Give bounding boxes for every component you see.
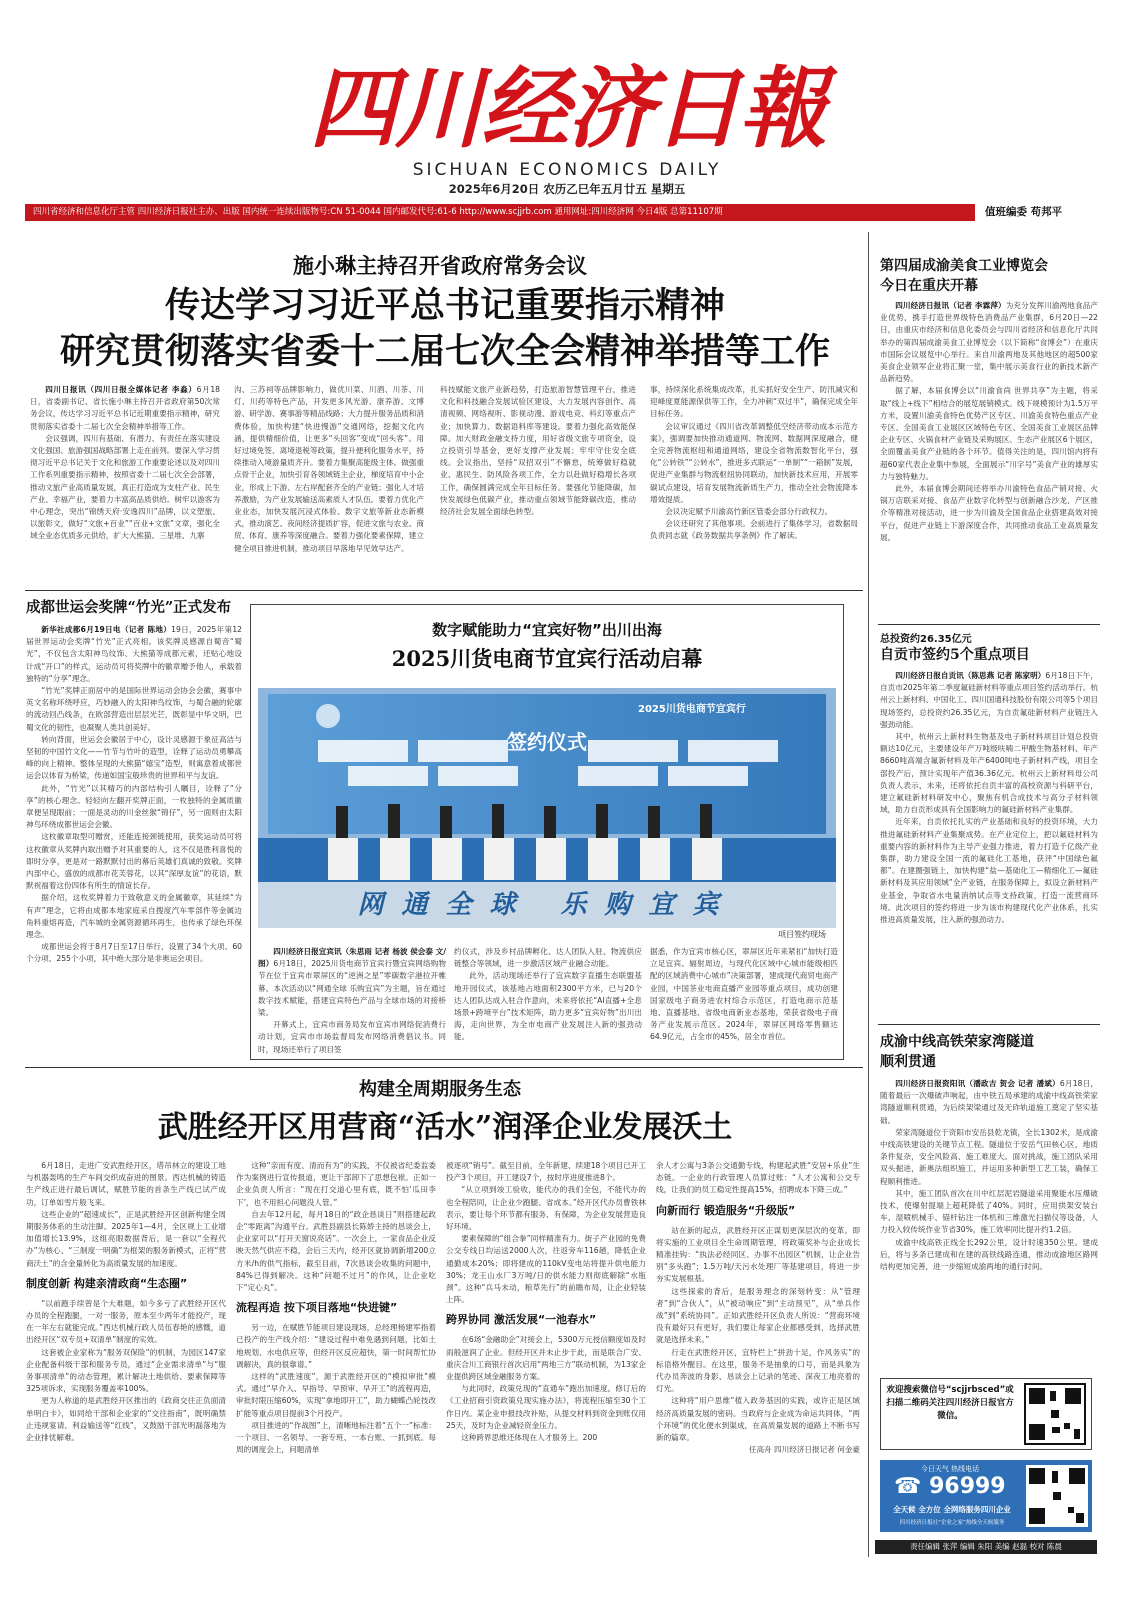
bottom-column-1: 6月18日，走进广安武胜经开区，塔吊林立的建设工地与机器轰鸣的生产车间交织成奋进的图景。西达机械的铸造生产线正进行最后调试，赋胜节能的首条生产线已试产成功，订单如雪片般飞来。 这些企业的“超速成长”，正是武胜经开区创新构建全周期服务体系的生动注脚。2025年1—4月，全区规上工业增加值增长13.9%，这组亮眼数据背后，是一套以“全程代办”为核心、“三制度一明确”为框架的服务新模式，正将“营商沃土”的含金量转化为高质量发展的加速度。 制度创新 构建亲清政商“生态圈” “以前跑手续曾是个大难题，如今多亏了武胜经开区代办员的全程跑腿，一对一服务，原本至少两年才能投产，现在一年左右就能完成。”西达机械行政人员伍春艳的感慨，道出经开区“双专员+双清单”制度的实效。 这套被企业家称为“服务双保险”的机制，为园区147家企业配备科级干部和服务专员，通过“企业需求清单”与“服务事项清单”的动态管理，累计解决土地供给、要素保障等325项诉求，实现服务覆盖率100%。 更为人称道的是武胜经开区推出的《政商交往正负面清单明白卡》，如同给干部和企业家的“交往指南”，既明确禁止违规宴请、利益输送等“红线”，又鼓励干部光明磊落地为企业排忧解难。 xyxy=(26,1161,226,1443)
hotline-small: 四川经济日报社“企业之家”热线全天候服务 xyxy=(899,1520,1005,1526)
right-story3-headline-2: 顺利贯通 xyxy=(880,1054,936,1070)
bottom-column-3: 被逐项“销号”。截至目前，全年新建、续建18个项目已开工投产3个项目，开工建设7个，按时序进度推进8个。 “从立项到竣工验收，能代办的我们全包，不能代办的也全程陪同，让企业少跑腿、省成本。”经开区代办员曹铁林表示，要让每个环节都有服务、有保障，为企业发展营造良好环境。 要素保障的“组合拳”同样精准有力。街子产业园的免费公交专线日均运送2000人次，往返旁车116趟，降低企业通勤成本20%；即将建成的110kV变电站将提升供电能力30%；龙王山水厂3万吨/日的供水能力则彻底解除“水瓶颈”。这种“兵马未动，粮草先行”的前瞻布局，让企业轻装上阵。 跨界协同 激活发展“一池春水” 在6场“金融助企”对接会上，5300万元授信额度如及时雨般滋润了企业。但经开区并未止步于此，而是联合广安、重庆合川工商银行首次启用“两地三方”联动机制，为13家企业提供跨区域金融服务方案。 与此同时，政策兑现的“直通车”跑出加速度。修订后的《工业招商引资政策兑现实施办法》，将流程压缩至30个工作日内。某企业申报技改补贴，从提交材料到资金到账仅用25天，及时为企业减轻资金压力。 这种跨界思维还体现在人才服务上。200 xyxy=(446,1161,646,1443)
column-divider xyxy=(868,232,869,1557)
right-story2-headline: 自贡市签约5个重点项目 xyxy=(880,647,1030,663)
center-column-3: 据悉，作为宜宾市核心区，翠屏区近年来紧扣“加快打造立足宜宾、辐射周边，与现代化区域中心城市能级相匹配的区域消费中心城市”决策部署，建成现代商贸电商产业园，中国茶业电商直播产业园等重点项目，成功创建国家级电子商务进农村综合示范区，打造电商示范基地、直播基地、省级电商新业态基地，荣获省级电子商务产业发展示范区。2024年，翠屏区网络零售额达64.9亿元，占全市的45%，居全市首位。 xyxy=(650,947,838,1042)
hotline-sub: 全天候 全方位 全网络服务四川企业 xyxy=(893,1505,1011,1514)
left-story-dateline: 新华社成都6月19日电（记者 陈地） xyxy=(41,625,172,634)
page-credits: 责任编辑 张萍 编辑 朱阳 美编 赵磊 校对 陈晨 xyxy=(875,1540,1097,1554)
right-story2-dateline: 四川经济日报自贡讯（陈思燕 记者 陈家明） xyxy=(895,671,1046,680)
publication-info-bar: 四川省经济和信息化厅主管 四川经济日报社主办、出版 国内统一连续出版物号:CN 51-0044 国内邮发代号:61-6 http://www.scjjrb.com 通用网址:四川经济网 今日4版 总第11107期 xyxy=(25,204,975,221)
divider xyxy=(25,590,863,591)
divider xyxy=(878,1024,1100,1025)
photo-slogan: 网通全球 乐购宜宾 xyxy=(357,890,737,920)
lead-column-2: 沟、三苏祠等品牌影响力，做优川菜、川酒、川茶、川灯、川药等特色产品，开发更多风光游、康养游、文博游、研学游、赛事游等精品线路；大力提升服务品质和消费体验，加快构建“快进慢游”交通网络，挖掘文化内涵，提供精细价值，让更多“头回客”变成“回头客”。用好过境免签、离境退税等政策，提升便利化服务水平，持续推动入境游量质齐升。要着力集聚高能级主体。做强重点骨干企业，加快引育各领域链主企业，梯度培育中小企业，形成上下游、左右岸配套齐全的产业链；强化人才培养激励，为产业发展输送高素质人才队伍。要着力优化产业业态，加快发展沉浸式体验、数字文旅等新业态新模式，推动演艺、夜间经济提质扩容，促进文旅与农业、商贸、体育、康养等深度融合。要着力强化要素保障，建立健全项目推进机制，推动项目早落地早见效早达产。 xyxy=(234,385,424,553)
newspaper-title: 四川经济日報 xyxy=(308,56,825,160)
signing-ceremony-photo xyxy=(258,688,836,928)
right-story1-dateline: 四川经济日报讯（记者 李霖萍） xyxy=(895,301,1006,310)
lead-column-1: 四川日报讯（四川日报全媒体记者 李淼）6月18日，省委副书记、省长施小琳主持召开省政府第50次常务会议，传达学习习近平总书记近期重要指示精神，研究贯彻落实省委十二届七次全会精神举措等工作。 会议强调，四川有基础、有潜力、有责任在落实建设文化强国、旅游强国战略部署上走在前列。要深入学习贯彻习近平总书记关于文化和旅游工作重要论述以及对四川工作系列重要指示精神，按照省委十二届七次全会部署，推动文旅产业高质量发展，真正打造成为支柱产业、民生产业、幸福产业，要着力丰富高品质供给。树牢以游客为中心理念，突出“锦绣天府·安逸四川”品牌，以文塑旅、以旅彰文，做好“文旅+百业”“百业+文旅”文章，强化全域全业态优质多元供给，扩大大熊猫、三星堆、九寨 xyxy=(30,385,220,541)
qr-code-icon[interactable] xyxy=(1024,1383,1086,1445)
left-story-body: 新华社成都6月19日电（记者 陈地）19日，2025年第12届世界运动会奖牌“竹光”正式亮相。该奖牌灵感源自蜀音“蜀光”，不仅包含太阳神鸟纹饰、大熊猫等成都元素，还贴心地设计成“开口”的样式，运动员可将奖牌中的徽章赠予他人，承载着独特的“分享”理念。 “竹光”奖牌正面居中的是国际世界运动会协会会徽，赛事中英文名称环绕呼应，巧妙融入的太阳神鸟纹饰，与蜀合融的轮廓的流动回凸线条，在欧部营造出层层光芒，既彰显中华文明，巴蜀文化的韧性，也凝聚人类共创美好。 转向背面，世运会会徽居于中心，设计灵感源于象征高洁与坚韧的中国竹文化——竹节与竹叶的造型，诠释了运动员勇攀高峰的向上精神。整体呈现的大熊猫“嬉宝”造型，则寓意着成都世运会以体育为桥梁，传递如国宝般珍贵的世界和平与友谊。 此外，“竹光”以其精巧的内部结构引人瞩目，诠释了“分享”的核心理念。轻轻向左翻开奖牌正面，一枚独特的金属质徽章便呈现眼前；一面是灵动的川金丝猴“锦仔”，另一面则由太阳神鸟环绕成都世运会会徽。 这枚徽章取型可赠赏，还能连接颈链使用，获奖运动员可将这枚徽章从奖牌内取出赠予对其重要的人，这不仅是胜利喜悦的即时分享，更是对一路默默付出的幕后英雄们真诚的致敬。奖牌内部中心，盛放的成都市花芙蓉花，以其“深厚友谊”的花语，默默祝福着这份四体有所生的情谊长存。 据介绍，这枚奖牌着力于致敬意义的金属徽章，其延续“为有声”理念，它将由成都本地家庭采自搜度汽车零部件等金属边角料重熔再造，汽车城的金属资源循环再生，也传承了绿色环保理念。 成都世运会将于8月7日至17日举行，设置了34个大项、60个分项、255个小项，其中绝大部分是非奥运会项目。 xyxy=(26,625,242,964)
photo-caption: 项目签约现场 xyxy=(778,930,826,939)
section-subhead: 制度创新 构建亲清政商“生态圈” xyxy=(26,1276,188,1290)
section-subhead: 流程再造 按下项目落地“快进键” xyxy=(236,1301,398,1315)
bottom-headline: 武胜经开区用营商“活水”润泽企业发展沃土 xyxy=(157,1110,733,1145)
byline: 任高舟 四川经济日报记者 何金豪 xyxy=(748,1445,860,1455)
right-story2-body: 四川经济日报自贡讯（陈思燕 记者 陈家明）6月18日下午，自贡市2025年第二季度氟硅新材料等重点项目签约活动举行。杭州云上新材料、中国化工、四川国通科技股份有限公司等5个项目现场签约，总投资约26.35亿元，为自贡氟硅新材料产业链注入强劲动能。 其中，杭州云上新材料生物基及电子新材料项目计划总投资额达10亿元，主要建设年产万吨级呋喃二甲酸生物基材料、年产8660吨高端含氟新材料及年产6400吨电子新材料产线，项目全部投产后，预计实现年产值36.36亿元。杭州云上新材料母公司负责人表示，未来，还将依托自贡丰富的高校资源与科研平台，建立氟硅新材料研发中心，聚焦有机合成技术与高分子材料领域，助力自贡形成具有全国影响力的氟硅新材料产业集群。 近年来，自贡依托扎实的产业基础和良好的投资环境，大力推进氟硅新材料产业集聚成势。在产业定位上，把以氟硅材料为重要内容的新材料作为主导产业强力推进，着力打造千亿级产业集群，助力建设全国一流的氟硅化工基地，获评“中国绿色氟都”。在建圈强链上，加快构建“盐—基础化工—精细化工—氟硅新材料及其应用领域”全产业链，在服务保障上，拟设立新材料产业基金，争取省水电量消纳试点等支持政策，打造一流营商环境。此次项目的签约将进一步为该市构建现代化产业体系，扎实推进高质量发展，注入新的强劲动力。 xyxy=(880,671,1098,925)
right-story3-dateline: 四川经济日报资阳讯（潘政吉 贺会 记者 潘斌） xyxy=(895,1079,1060,1088)
lead-column-4: 事，持续深化系统集成改革，扎实抓好安全生产、防汛减灾和迎峰度夏能源保供等工作，全力冲刺“双过半”，确保完成全年目标任务。 会议审议通过《四川省改革调整低空经济带动成本示范方案》，强调要加快推动通道网、物流网、数据网深度融合，健全完善物流枢纽和通道网络，建设全省物流数智化平台，强化“公转铁”“公转水”，推进多式联运“一单制”“一箱制”发展，促进产业集群与物流枢纽协同联动，加快新技术应用，开展零碳试点建设，培育发展物流新质生产力，推动全社会物流降本增效提质。 会议决定赋予川渝高竹新区管委会部分行政权力。 会议还研究了其他事项。会前进行了集体学习，省数据局负责同志就《政务数据共享条例》作了解读。 xyxy=(650,385,858,541)
lead-kicker: 施小琳主持召开省政府常务会议 xyxy=(293,254,587,278)
issue-date: 2025年6月20日 农历乙巳年五月廿五 星期五 xyxy=(448,182,686,196)
center-column-2: 约仪式，涉及乡村品牌孵化、达人团队入驻、物流供应链整合等领域，进一步激活区域产业融合动能。 此外，活动现场还举行了宜宾数字直播生态联盟基地开园仪式，该基地占地面积2300平方米，已与20个达人团队达成入驻合作意向，未来将依托“AI直播+全息场景+跨境平台”技术矩阵，助力更多“宜宾好物”出川出海，走向世界，为全市电商产业发展注入新的强劲动能。 xyxy=(454,947,642,1042)
lead-headline-2: 研究贯彻落实省委十二届七次全会精神举措等工作 xyxy=(59,331,830,372)
wechat-promo-text: 欢迎搜索微信号“scjjrbsced”或扫描二维码关注四川经济日报官方微信。 xyxy=(886,1385,1014,1421)
right-story2-kicker: 总投资约26.35亿元 xyxy=(880,634,972,645)
bottom-column-4: 余人才公寓与3条公交通勤专线，构建起武胜“安居+乐业”生态链。一企业的行政管理人员算过账：“人才公寓和公交专线，让我们的员工稳定性提高15%，招聘成本下降三成。” 向新而行 锻造服务“升级版” 站在新的起点，武胜经开区正谋划更深层次的变革。即将实施的工业项目全生命周期管理，将政策奖补与企业成长精准挂钩：“执法必经同区、办事不出园区”机制，让企业告别“多头跑”；1.5万吨/天污水处理厂等基建项目，将进一步夯实发展根基。 这些探索的背后，是服务理念的深刻转变：从“管理者”到“合伙人”，从“被动响应”到“主动预见”，从“单兵作战”到“系统协同”。正如武胜经开区负责人所说：“营商环境没有最好只有更好，我们要让每家企业都感受到，选择武胜就是选择未来。” 行走在武胜经开区，宜特栏上“拼劲十足，作风务实”的标语格外醒目。在这里，服务不是抽象的口号，而是具象为代办员奔波的身影、恳谈会上记录的笔迹、深夜工地亮着的灯光。 这种将“用户思维”植入政务基因的实践，或许正是区域经济高质量发展的密码。当政府与企业成为命运共同体，“两个环境”的优化便水到渠成，在高质量发展的道路上不断书写新的篇章。 任高舟 四川经济日报记者 何金豪 xyxy=(656,1160,860,1556)
right-story3-body: 四川经济日报资阳讯（潘政吉 贺会 记者 潘斌）6月18日，随着最后一次爆破声响起，由中铁五局承建的成渝中线高铁荣家湾隧道顺利贯通，为后续架梁通过及无砟轨道施工奠定了坚实基础。 荣家湾隧道位于资阳市安岳县乾龙镇，全长1302米，是成渝中线高铁建设的关键节点工程。隧道位于安岳气田核心区，地质条件复杂，安全风险高、施工难度大。面对挑战，施工团队采用双头掘进，新奥法组织施工，并运用多种新型工艺工装，确保工程顺利推进。 其中，施工团队首次在川中红层泥岩隧道采用聚能水压爆破技术，使爆射提端上超耗降低了40%。同时，应用拱架安装台车、湿喷机械手、锚杆钻注一体机和三维激光扫描仪等设备，人力投入较传统作业节省30%，施工效率同比提升约1.2倍。 成渝中线高铁正线全长292公里，设计时速350公里。建成后，将与多条已建成和在建的高铁线路连通，推动成渝地区路网结构更加完善，进一步缩短成渝两地的通行时间。 xyxy=(880,1079,1098,1272)
center-kicker: 数字赋能助力“宜宾好物”出川出海 xyxy=(432,621,662,639)
hotline-label: 今日天气 热线电话 xyxy=(920,1465,980,1473)
right-story1-headline-2: 今日在重庆开幕 xyxy=(880,278,978,294)
center-headline: 2025川货电商节宜宾行活动启幕 xyxy=(391,646,703,671)
phone-icon: ☎ xyxy=(894,1474,922,1499)
left-story-headline: 成都世运会奖牌“竹光”正式发布 xyxy=(26,599,232,616)
bottom-kicker: 构建全周期服务生态 xyxy=(359,1079,521,1100)
right-story1-headline-1: 第四届成渝美食工业博览会 xyxy=(880,258,1048,274)
bottom-column-2: 这种“亲而有度、清而有为”的实践，不仅被省纪委监委作为案例进行宣传报道，更让干部卸下了思想包袱。正如一企业负责人所言：“现在打交道心里有底，既不怕‘瓜田李下’，也不用担心问题没人管。” 自去年12月起，每月18日的“政企恳谈日”则搭建起政企“零距离”沟通平台。武胜县副县长陈娇主持的恳谈会上，企业家可以“打开天窗说亮话”。一次会上，一家食品企业反映天然气供应不稳，会后三天内，经开区就协调新增200立方米/h的供气指标，截至目前，7次恳谈会收集的问题中，84%已得到解决。这种“问题不过月”的作风，让企业吃下“定心丸”。 流程再造 按下项目落地“快进键” 另一边，在赋胜节能项目建设现场，总经理杨建军指着已投产的生产线介绍：“建设过程中难免遇到问题，比如土地规划、水电供应等，但经开区反应超快，第一时间帮忙协调解决，真的很靠谱。” 这样的“武胜速度”，源于武胜经开区的“模拟审批”模式。通过“早介入、早指导、早预审、早开工”的流程再造，审批时限压缩60%，实现“拿地即开工”，助力蝴蝶凸轮技改扩能等重点项目提前3个月投产。 项目推进的“作战图”上，清晰地标注着“五个一”标准：一个项目、一名领导、一套专班、一本台账、一抓到底。每周的调度会上，问题清单 xyxy=(236,1161,436,1455)
divider xyxy=(878,624,1100,625)
right-story1-body: 四川经济日报讯（记者 李霖萍）为充分发挥川渝两地食品产业优势，携手打造世界级特色消费品产业集群，6月20日—22日，由重庆市经济和信息化委员会与四川省经济和信息化厅共同举办的第四届成渝美食工业博览会（以下简称“食博会”）在重庆市国际会议展览中心举行。来自川渝两地及其他地区的超500家美食企业领军企业将汇聚一堂，集中展示美食行业的新技术新产品新趋势。 据了解，本届食博会以“川渝食尚 世界共享”为主题，将采取“线上+线下”相结合的展览展销模式。线下规模预计为1.5万平方米，设置川渝美食特色优势产区专区、川渝美食特色重点产业专区、全国美食工业展区区域特色专区、全国美食工业展区品牌企业专区、火锅食材产业链及采购展区、生态产业展区6个展区，全面覆盖美食产业链的各个环节。值得关注的是，四川馆内将有超60家代表企业集中参展，全面展示“川字号”美食产业的雄厚实力与独特魅力。 此外，本届食博会期间还将举办川渝特色食品产销对接、火锅万店联采对接、食品产业数字化转型与创新融合沙龙、产区推介等精准对接活动，进一步为川渝及全国食品企业搭建高效对接平台，促进产业链上下游深度合作，共同推动食品工业高质量发展。 xyxy=(880,301,1098,542)
lead-column-3: 科技赋能文旅产业新趋势，打造旅游智慧管理平台，推进文化和科技融合发展试验区建设，大力发展内容创作、高清视频、网络视听、影视动漫、游戏电竞、科幻等重点产业；加快算力、数据语料库等建设。要着力强化高效能保障。加大财政金融支持力度，用好省级文旅专项资金，设立投资引导基金，更好支撑产业发展；牢牢守住安全底线。会议指出，坚持“双招双引”不懈怠，统筹做好稳就业、惠民生、防风险各项工作，全力以赴做好稳增长各项工作，确保圆满完成全年目标任务。要强化节能降碳，加快发展绿色低碳产业，推动重点领域节能降碳改造，推动经济社会发展全面绿色转型。 xyxy=(440,385,636,517)
center-dateline: 四川经济日报宜宾讯（朱思雨 记者 杨波 侯会泰 文/图） xyxy=(258,947,446,969)
photo-banner: 签约仪式 xyxy=(507,730,587,754)
right-story3-headline-1: 成渝中线高铁荣家湾隧道 xyxy=(880,1034,1034,1050)
divider xyxy=(25,1067,863,1068)
center-column-1: 四川经济日报宜宾讯（朱思雨 记者 杨波 侯会泰 文/图）6月18日，2025川货电商节宜宾行暨宜宾网络购物节在位于宜宾市翠屏区的“逆洲之星”零碳数字港拉开帷幕。本次活动以“网通全球 乐购宜宾”为主题，旨在通过数字技术赋能，搭建宜宾特色产品与全球市场的对接桥梁。 开幕式上，宜宾市商务局发布宜宾市网络促消费行动计划，宜宾市市场监督局发布网络消费倡议书。同时，现场还举行了项目签 xyxy=(258,947,446,1054)
hotline-banner xyxy=(880,1460,1092,1532)
newspaper-english-title: SICHUAN ECONOMICS DAILY xyxy=(412,160,722,180)
lead-dateline: 四川日报讯（四川日报全媒体记者 李淼） xyxy=(45,385,197,394)
editor-in-charge: 值班编委 苟邦平 xyxy=(985,206,1063,218)
lead-headline-1: 传达学习习近平总书记重要指示精神 xyxy=(164,285,725,326)
section-subhead: 跨界协同 激活发展“一池春水” xyxy=(446,1313,597,1327)
hotline-number: 96999 xyxy=(929,1474,1006,1499)
photo-stage-title: 2025川货电商节宜宾行 xyxy=(638,704,746,715)
section-subhead: 向新而行 锻造服务“升级版” xyxy=(656,1203,796,1217)
qr-code-icon[interactable] xyxy=(1026,1465,1088,1527)
